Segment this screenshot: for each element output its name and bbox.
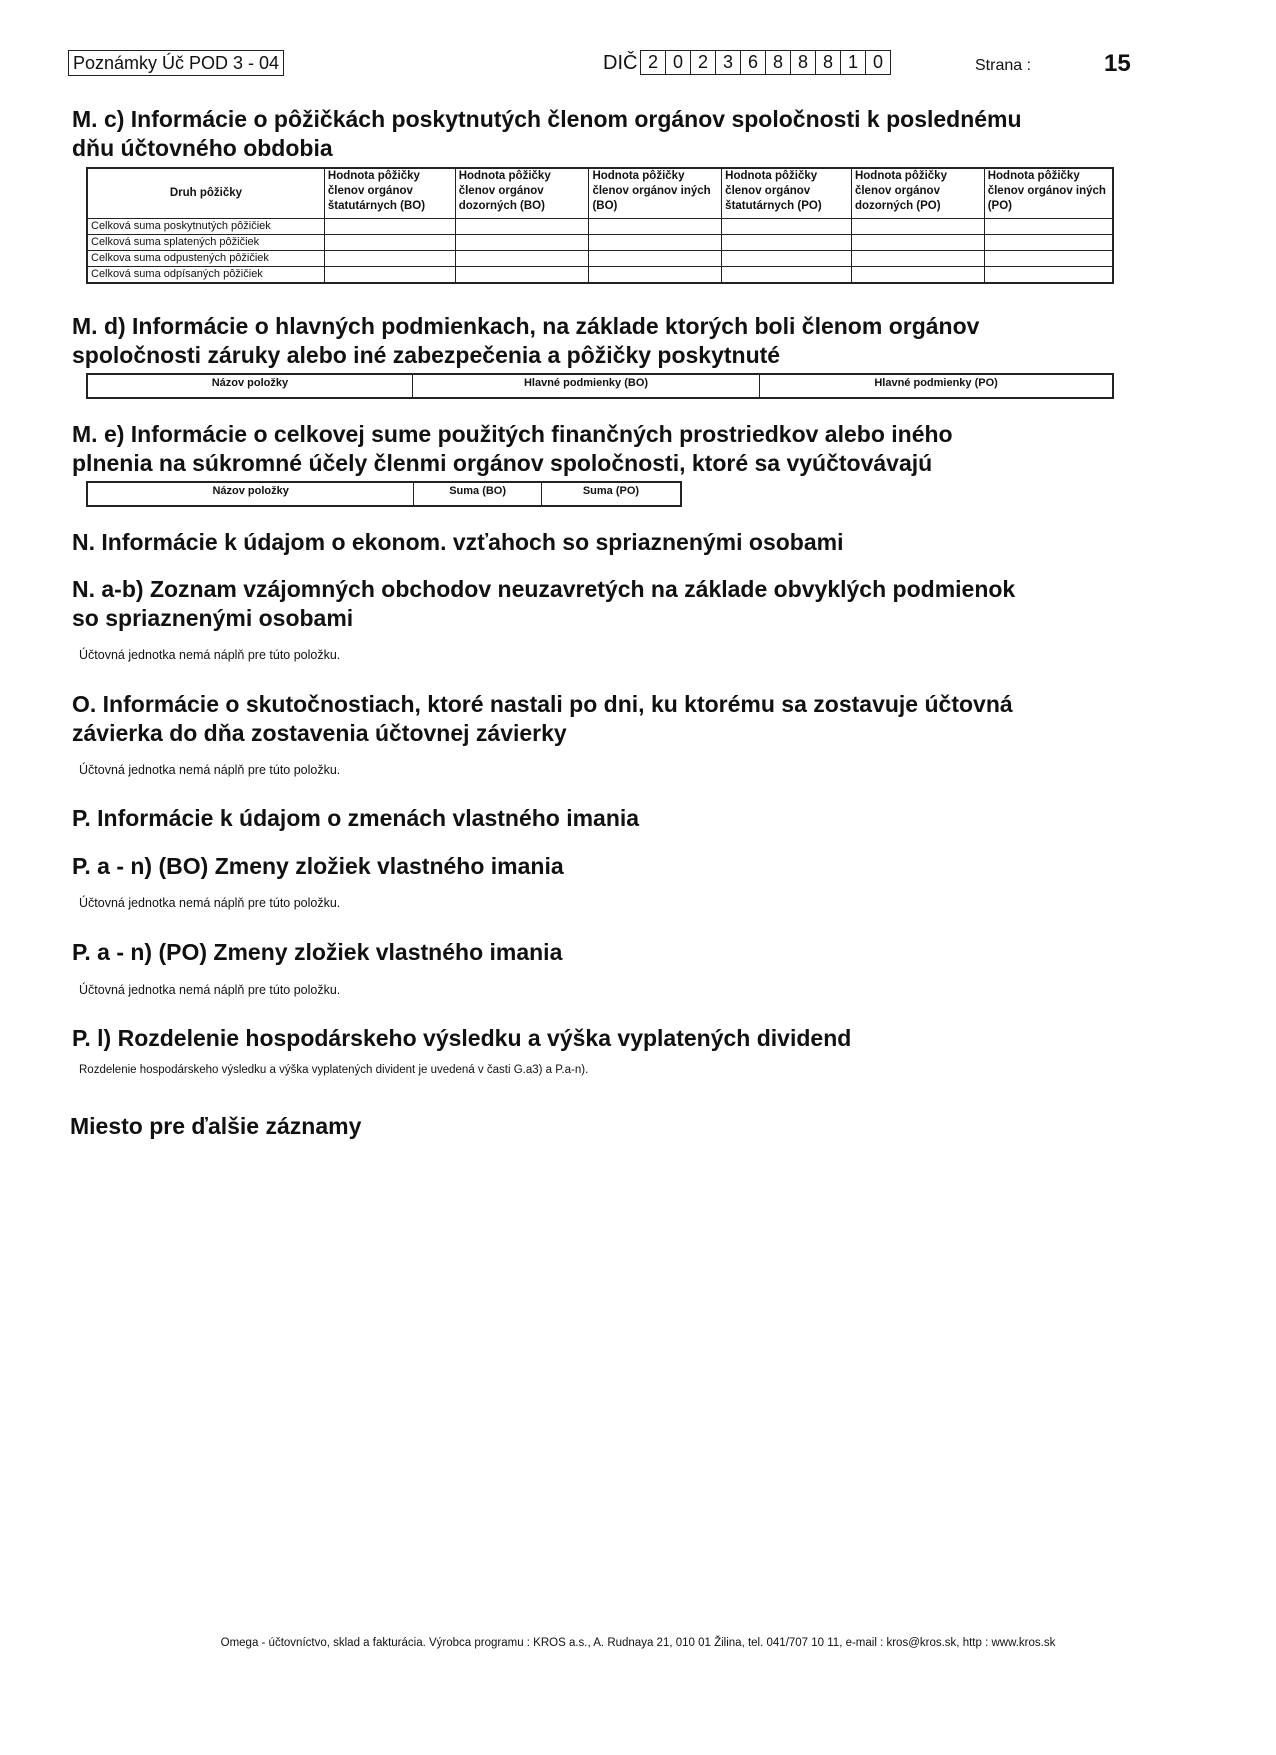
section-md-heading — [72, 312, 1122, 370]
table-cell — [722, 219, 852, 235]
footer-text: Omega - účtovníctvo, sklad a fakturácia. Výrobca programu : KROS a.s., A. Rudnaya 21, 010 01 Žilina, tel. 041/707 10 11, e-mail : kros@kros.sk, http : www.kros.sk — [220, 1637, 1056, 1649]
dic-digit: 2 — [691, 51, 716, 74]
page-number: 15 — [1104, 50, 1131, 77]
dic-digit: 1 — [841, 51, 866, 74]
dic-label: DIČ — [603, 52, 638, 74]
table-cell — [722, 251, 852, 267]
dic-digit: 0 — [666, 51, 691, 74]
table-cell — [455, 267, 589, 284]
loans-table — [86, 167, 1114, 284]
page-label: Strana : — [975, 57, 1032, 74]
section-pl-heading: P. l) Rozdelenie hospodárskeho výsledku a výška vyplatených dividend — [72, 1025, 852, 1051]
column-header: Suma (BO) — [414, 482, 542, 506]
column-header: Hlavné podmienky (PO) — [760, 374, 1113, 398]
section-o-note: Účtovná jednotka nemá náplň pre túto položku. — [79, 763, 341, 777]
table-cell — [851, 251, 984, 267]
heading-line: dňu účtovného obdobia — [72, 135, 333, 161]
section-nab-heading — [72, 575, 1122, 633]
table-cell — [984, 235, 1113, 251]
dic-digit: 6 — [741, 51, 766, 74]
column-header: Hodnota pôžičky členov orgánov iných (BO) — [589, 168, 722, 219]
dic-digit: 3 — [716, 51, 741, 74]
table-cell — [722, 267, 852, 284]
column-header: Hodnota pôžičky členov orgánov dozorných (BO) — [455, 168, 589, 219]
form-code: Poznámky Úč POD 3 - 04 — [68, 50, 284, 76]
section-pl-note: Rozdelenie hospodárskeho výsledku a výška vyplatených divident je uvedená v časti G.a3) a P.a-n). — [79, 1064, 589, 1076]
section-o-heading — [72, 690, 1122, 748]
dic-digit-boxes — [640, 50, 891, 75]
table-cell — [984, 219, 1113, 235]
section-nab-note: Účtovná jednotka nemá náplň pre túto položku. — [79, 648, 341, 662]
dic-digit: 8 — [766, 51, 791, 74]
table-row — [87, 219, 1113, 235]
column-header: Hodnota pôžičky členov orgánov štatutárnych (PO) — [722, 168, 852, 219]
table-cell — [851, 219, 984, 235]
dic-digit: 8 — [791, 51, 816, 74]
section-pan-bo-heading: P. a - n) (BO) Zmeny zložiek vlastného imania — [72, 853, 564, 879]
table-cell — [589, 251, 722, 267]
heading-line: O. Informácie o skutočnostiach, ktoré nastali po dni, ku ktorému sa zostavuje účtovná — [72, 691, 1013, 717]
column-header: Suma (PO) — [541, 482, 681, 506]
table-row — [87, 267, 1113, 284]
table-cell — [455, 235, 589, 251]
row-label: Celková suma poskytnutých pôžičiek — [87, 219, 324, 235]
table-cell — [984, 267, 1113, 284]
column-header: Hodnota pôžičky členov orgánov štatutárnych (BO) — [324, 168, 455, 219]
table-cell — [851, 235, 984, 251]
column-header: Druh pôžičky — [87, 168, 324, 219]
heading-line: plnenia na súkromné účely členmi orgánov spoločnosti, ktoré sa vyúčtovávajú — [72, 450, 933, 476]
table-header-row — [87, 374, 1113, 398]
dic-digit: 0 — [872, 52, 883, 72]
heading-line: so spriaznenými osobami — [72, 605, 354, 631]
table-cell — [455, 219, 589, 235]
expenses-table — [86, 481, 682, 507]
table-row — [87, 251, 1113, 267]
column-header: Názov položky — [87, 482, 414, 506]
table-cell — [324, 267, 455, 284]
row-label: Celková suma odpísaných pôžičiek — [87, 267, 324, 284]
table-header-row — [87, 168, 1113, 219]
section-pan-po-heading: P. a - n) (PO) Zmeny zložiek vlastného imania — [72, 939, 563, 965]
section-pan-po-note: Účtovná jednotka nemá náplň pre túto položku. — [79, 983, 341, 997]
conditions-table — [86, 373, 1114, 399]
section-me-heading — [72, 420, 1122, 478]
table-cell — [324, 219, 455, 235]
table-cell — [984, 251, 1113, 267]
column-header: Hlavné podmienky (BO) — [412, 374, 759, 398]
heading-line: M. e) Informácie o celkovej sume použitých finančných prostriedkov alebo iného — [72, 421, 953, 447]
table-cell — [589, 235, 722, 251]
column-header: Názov položky — [87, 374, 412, 398]
column-header: Hodnota pôžičky členov orgánov dozorných (PO) — [851, 168, 984, 219]
heading-line: závierka do dňa zostavenia účtovnej závierky — [72, 720, 567, 746]
heading-line: M. d) Informácie o hlavných podmienkach, na základe ktorých boli členom orgánov — [72, 313, 980, 339]
section-mc-heading — [72, 105, 1122, 163]
table-header-row — [87, 482, 681, 506]
table-cell — [324, 251, 455, 267]
dic-digit: 2 — [641, 51, 666, 74]
table-row — [87, 235, 1113, 251]
section-p-heading: P. Informácie k údajom o zmenách vlastného imania — [72, 805, 640, 831]
dic-digit: 8 — [816, 51, 841, 74]
section-n-heading: N. Informácie k údajom o ekonom. vzťahoch so spriaznenými osobami — [72, 529, 844, 555]
table-cell — [589, 219, 722, 235]
section-pan-bo-note: Účtovná jednotka nemá náplň pre túto položku. — [79, 896, 341, 910]
table-cell — [589, 267, 722, 284]
additional-records-heading: Miesto pre ďalšie záznamy — [70, 1113, 362, 1139]
heading-line: M. c) Informácie o pôžičkách poskytnutých členom orgánov spoločnosti k poslednému — [72, 106, 1022, 132]
row-label: Celková suma splatených pôžičiek — [87, 235, 324, 251]
heading-line: N. a-b) Zoznam vzájomných obchodov neuzavretých na základe obvyklých podmienok — [72, 576, 1016, 602]
heading-line: spoločnosti záruky alebo iné zabezpečenia a pôžičky poskytnuté — [72, 342, 781, 368]
row-label: Celkova suma odpustených pôžičiek — [87, 251, 324, 267]
table-cell — [455, 251, 589, 267]
column-header: Hodnota pôžičky členov orgánov iných (PO) — [984, 168, 1113, 219]
table-cell — [851, 267, 984, 284]
table-cell — [722, 235, 852, 251]
table-cell — [324, 235, 455, 251]
